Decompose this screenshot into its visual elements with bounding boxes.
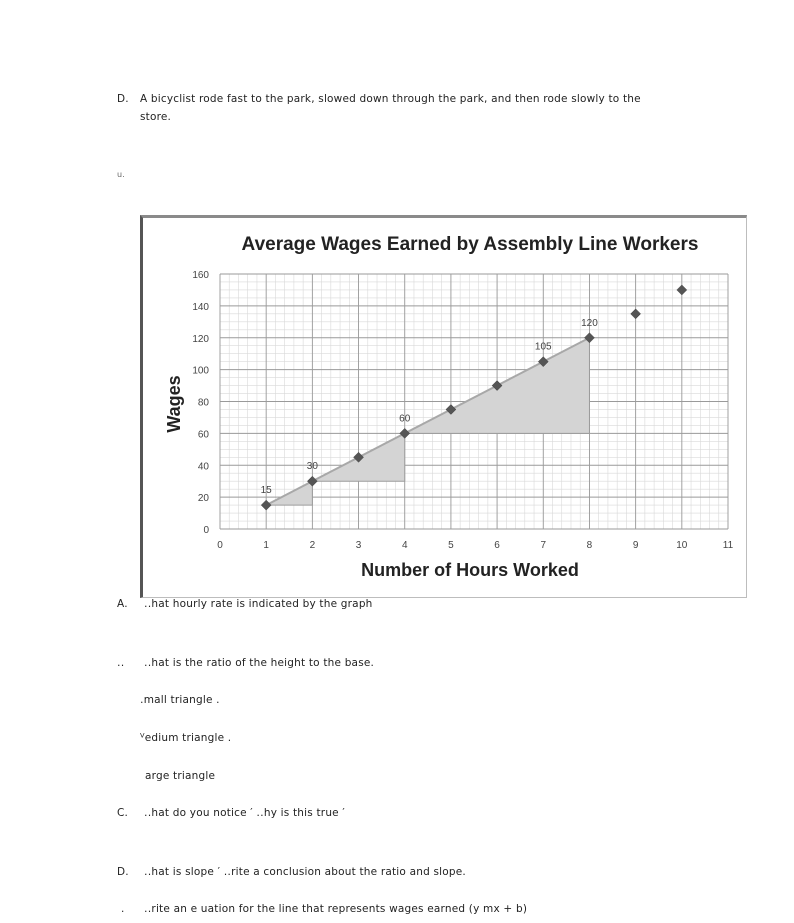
x-tick-label: 1 [263, 540, 269, 551]
y-tick-label: 20 [197, 493, 209, 505]
data-point [677, 285, 687, 295]
x-tick-label: 9 [632, 540, 639, 551]
data-point [631, 309, 641, 319]
large-triangle-text: arge triangle [145, 770, 216, 782]
data-label: 105 [534, 341, 552, 353]
question-b-label: ․․ [117, 657, 125, 669]
question-d-bottom-label: D. [117, 866, 129, 878]
chart-title: Average Wages Earned by Assembly Line Workers [241, 234, 699, 255]
data-label: 15 [260, 485, 272, 497]
x-tick-label: 6 [494, 540, 500, 551]
question-c-label: C. [117, 807, 129, 819]
x-tick-label: 4 [401, 540, 408, 551]
x-tick-label: 11 [722, 540, 734, 551]
x-tick-label: 3 [355, 540, 362, 551]
question-e-label: . [121, 903, 125, 915]
question-a-text: ․․hat hourly rate is indicated by the graph [144, 598, 373, 610]
x-axis-label: Number of Hours Worked [361, 560, 579, 580]
y-tick-label: 100 [192, 365, 209, 377]
wages-chart [143, 218, 745, 596]
question-b-text: ․․hat is the ratio of the height to the base. [144, 657, 375, 669]
x-tick-label: 5 [448, 540, 454, 551]
question-c-text: ․․hat do you notice ′ ․․hy is this true ′ [144, 807, 345, 819]
x-tick-label: 8 [586, 540, 593, 551]
y-axis-label: Wages [164, 375, 184, 433]
y-tick-labels [192, 270, 209, 536]
x-tick-label: 0 [217, 540, 223, 551]
data-label: 120 [581, 317, 598, 329]
question-e-text: ․․rite an e uation for the line that represents wages earned (y mx + b) [144, 903, 528, 915]
x-tick-label: 7 [540, 540, 547, 551]
x-tick-labels [217, 540, 733, 551]
small-triangle-text: ․mall triangle . [140, 694, 220, 706]
y-tick-label: 160 [192, 270, 209, 281]
medium-triangle-text: ⱽedium triangle . [140, 732, 232, 744]
y-tick-label: 80 [197, 397, 209, 409]
question-d-bottom-text: ․․hat is slope ′ ․․rite a conclusion about the ratio and slope. [144, 866, 466, 878]
x-tick-label: 10 [676, 540, 688, 551]
question-d-text-line1: A bicyclist rode fast to the park, slowed down through the park, and then rode slowly to the [140, 93, 641, 105]
y-tick-label: 140 [192, 301, 209, 313]
data-label: 60 [399, 413, 411, 425]
chart-frame [140, 215, 747, 598]
x-tick-label: 2 [309, 540, 316, 551]
y-tick-label: 60 [197, 429, 209, 441]
data-label: 30 [306, 461, 318, 473]
y-tick-label: 120 [192, 333, 209, 345]
stray-mark: u. [117, 170, 125, 179]
question-d-label: D. [117, 93, 129, 105]
data-point [261, 500, 271, 510]
question-d-text-line2: store. [140, 111, 172, 123]
y-tick-label: 40 [197, 461, 209, 473]
y-tick-label: 0 [203, 525, 209, 536]
question-a-label: A. [117, 598, 128, 610]
